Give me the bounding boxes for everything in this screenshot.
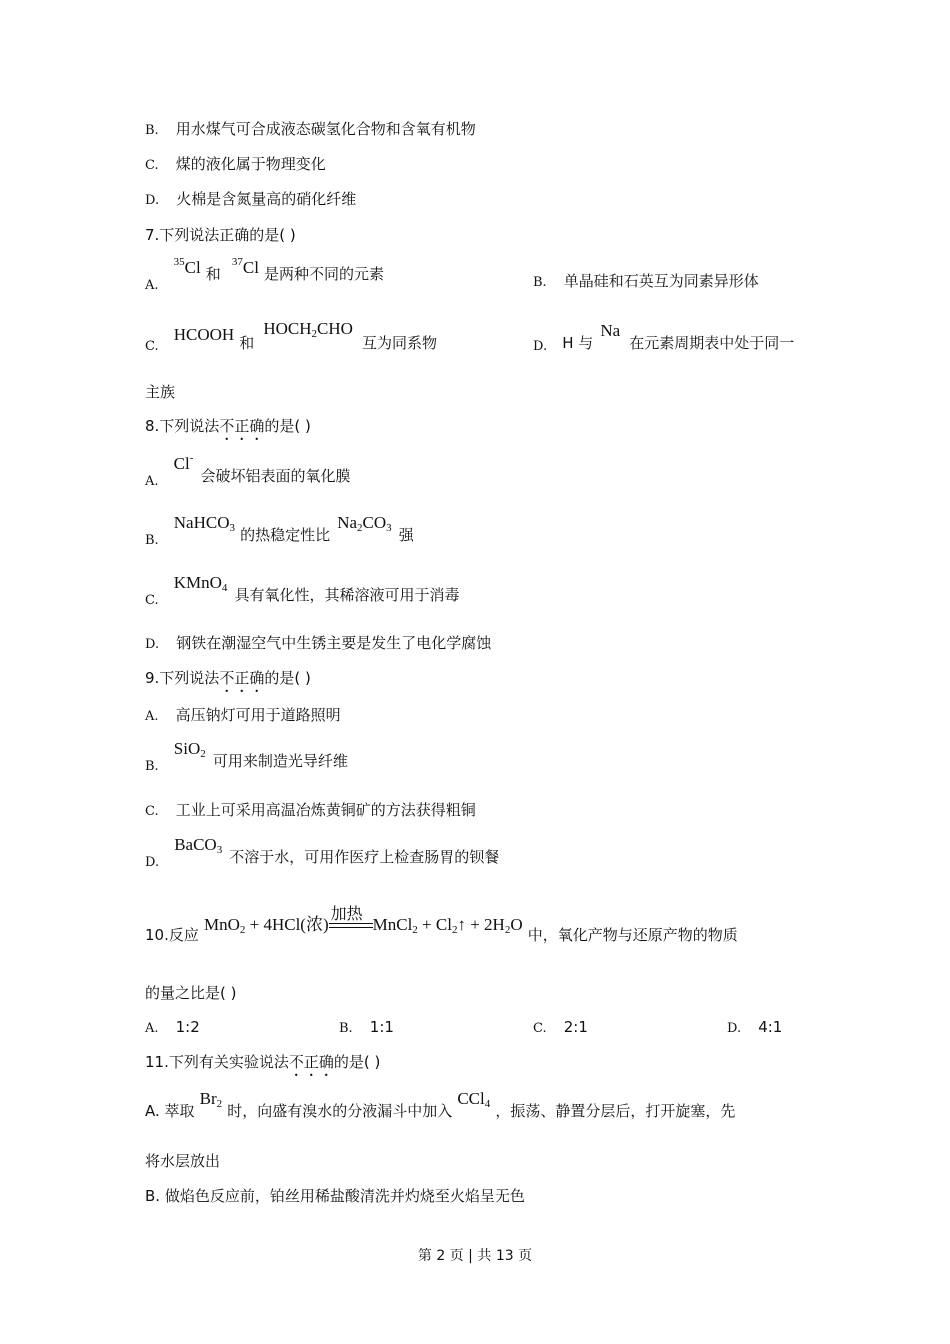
- option-label: C.: [533, 1021, 547, 1036]
- option-text: 具有氧化性，其稀溶液可用于消毒: [234, 586, 460, 604]
- option-label: B.: [145, 759, 159, 774]
- q10-option-c: [533, 1017, 588, 1036]
- q9-option-b: [145, 738, 348, 774]
- q10-option-a: [145, 1017, 200, 1036]
- q11-stem: 11.下列有关实验说法不正确的是( ): [145, 1053, 381, 1071]
- question-number: 10.反应: [145, 926, 199, 944]
- q11-option-a-wrap: 将水层放出: [145, 1152, 221, 1170]
- page-number: 2: [436, 1248, 446, 1264]
- page-footer: 第 2 页 | 共 13 页: [417, 1248, 533, 1264]
- q10-stem-wrap: 的量之比是( ): [145, 984, 237, 1002]
- option-label: B.: [339, 1021, 353, 1036]
- chem-formula: HCOOH: [173, 325, 235, 344]
- q10-stem: [145, 888, 738, 944]
- chem-formula: $^{37}$Cl: [231, 256, 259, 277]
- reaction-condition: 加热: [329, 925, 373, 930]
- q10-option-d: [727, 1017, 782, 1036]
- chem-formula: BaCO3: [174, 835, 223, 856]
- chem-formula: SiO2: [173, 739, 206, 760]
- q7-option-b: [533, 270, 759, 291]
- q6-option-c: [145, 153, 326, 174]
- q10-option-b: [339, 1017, 394, 1036]
- option-label: D.: [533, 339, 548, 354]
- q7-option-a: [145, 256, 385, 293]
- q8-option-c: [145, 572, 460, 608]
- option-label: C.: [145, 804, 159, 819]
- emphasis-text: 不正确: [219, 669, 265, 687]
- option-text: 时，向盛有溴水的分液漏斗中加入: [227, 1102, 453, 1120]
- option-text: 高压钠灯可用于道路照明: [175, 706, 341, 724]
- chem-formula: Br2: [199, 1089, 223, 1110]
- option-label: A.: [145, 278, 159, 293]
- option-label: D.: [145, 637, 160, 652]
- option-text: 互为同系物: [362, 334, 438, 352]
- q9-stem: 9.下列说法不正确的是( ): [145, 669, 311, 687]
- q9-option-a: [145, 704, 341, 725]
- q9-option-d: [145, 834, 500, 870]
- chem-formula: CCl4: [457, 1089, 491, 1110]
- chemical-equation: MnO2 + 4HCl(浓) 加热 MnCl2 + Cl2↑ + 2H2O: [203, 906, 523, 936]
- q8-stem: 8.下列说法不正确的是( ): [145, 417, 311, 435]
- q11-option-b: B. 做焰色反应前，铂丝用稀盐酸清洗并灼烧至火焰呈无色: [145, 1187, 525, 1205]
- option-text: 是两种不同的元素: [264, 265, 385, 283]
- chem-formula: Na2CO3: [337, 513, 392, 534]
- option-text: 4:1: [758, 1018, 783, 1036]
- emphasis-text: 不正确: [219, 417, 265, 435]
- option-text: 火棉是含氮量高的硝化纤维: [176, 190, 357, 208]
- option-text: 用水煤气可合成液态碳氢化合物和含氧有机物: [175, 120, 476, 138]
- page-total: 13: [495, 1248, 514, 1264]
- q9-option-c: [145, 799, 476, 820]
- option-text: 钢铁在潮湿空气中生锈主要是发生了电化学腐蚀: [176, 634, 492, 652]
- option-label: A.: [145, 1021, 159, 1036]
- q7-option-d-wrap: 主族: [145, 383, 176, 401]
- chem-formula: KMnO4: [173, 573, 228, 594]
- question-text: 中，氧化产物与还原产物的物质: [527, 926, 738, 944]
- option-text: 单晶硅和石英互为同素异形体: [563, 272, 759, 290]
- option-label: D.: [727, 1021, 742, 1036]
- emphasis-text: 不正确: [288, 1053, 334, 1071]
- option-text: 会破坏铝表面的氧化膜: [200, 467, 351, 485]
- chem-formula: $^{35}$Cl: [173, 256, 201, 277]
- option-label: D.: [145, 193, 160, 208]
- q6-option-b: [145, 118, 476, 139]
- option-text: 煤的液化属于物理变化: [175, 155, 326, 173]
- option-label: B.: [533, 275, 547, 290]
- option-text: A. 萃取: [145, 1102, 195, 1120]
- chem-formula: NaHCO3: [173, 513, 235, 534]
- option-text: 不溶于水，可用作医疗上检查肠胃的钡餐: [229, 848, 500, 866]
- option-label: C.: [145, 339, 159, 354]
- option-label: B.: [145, 123, 159, 138]
- q6-option-d: [145, 188, 356, 209]
- option-label: B.: [145, 533, 159, 548]
- q8-option-d: [145, 632, 491, 653]
- q7-option-c: [145, 318, 438, 354]
- option-label: C.: [145, 158, 159, 173]
- option-text: H 与: [562, 334, 594, 352]
- q11-option-a: [145, 1088, 736, 1120]
- option-label: C.: [145, 593, 159, 608]
- q7-stem: 7.下列说法正确的是( ): [145, 226, 296, 244]
- q8-option-b: [145, 512, 414, 548]
- option-label: D.: [145, 855, 160, 870]
- conjunction: 和: [239, 334, 255, 352]
- option-text: 工业上可采用高温冶炼黄铜矿的方法获得粗铜: [175, 801, 476, 819]
- option-label: A.: [145, 709, 159, 724]
- q8-option-a: [145, 452, 351, 489]
- option-label: A.: [145, 474, 159, 489]
- option-text: 可用来制造光导纤维: [212, 752, 348, 770]
- option-text: 1:1: [369, 1018, 394, 1036]
- option-text: 强: [398, 526, 414, 544]
- option-text: 1:2: [175, 1018, 200, 1036]
- option-text: 的热稳定性比: [240, 526, 331, 544]
- option-text: 在元素周期表中处于同一: [629, 334, 795, 352]
- chem-formula: Na: [600, 321, 621, 340]
- chem-formula: HOCH2CHO: [263, 319, 353, 340]
- conjunction: 和: [205, 265, 221, 283]
- option-text: ，振荡、静置分层后，打开旋塞，先: [495, 1102, 736, 1120]
- q7-option-d: [533, 320, 795, 354]
- chem-formula: Cl-: [173, 452, 194, 473]
- option-text: 2:1: [563, 1018, 588, 1036]
